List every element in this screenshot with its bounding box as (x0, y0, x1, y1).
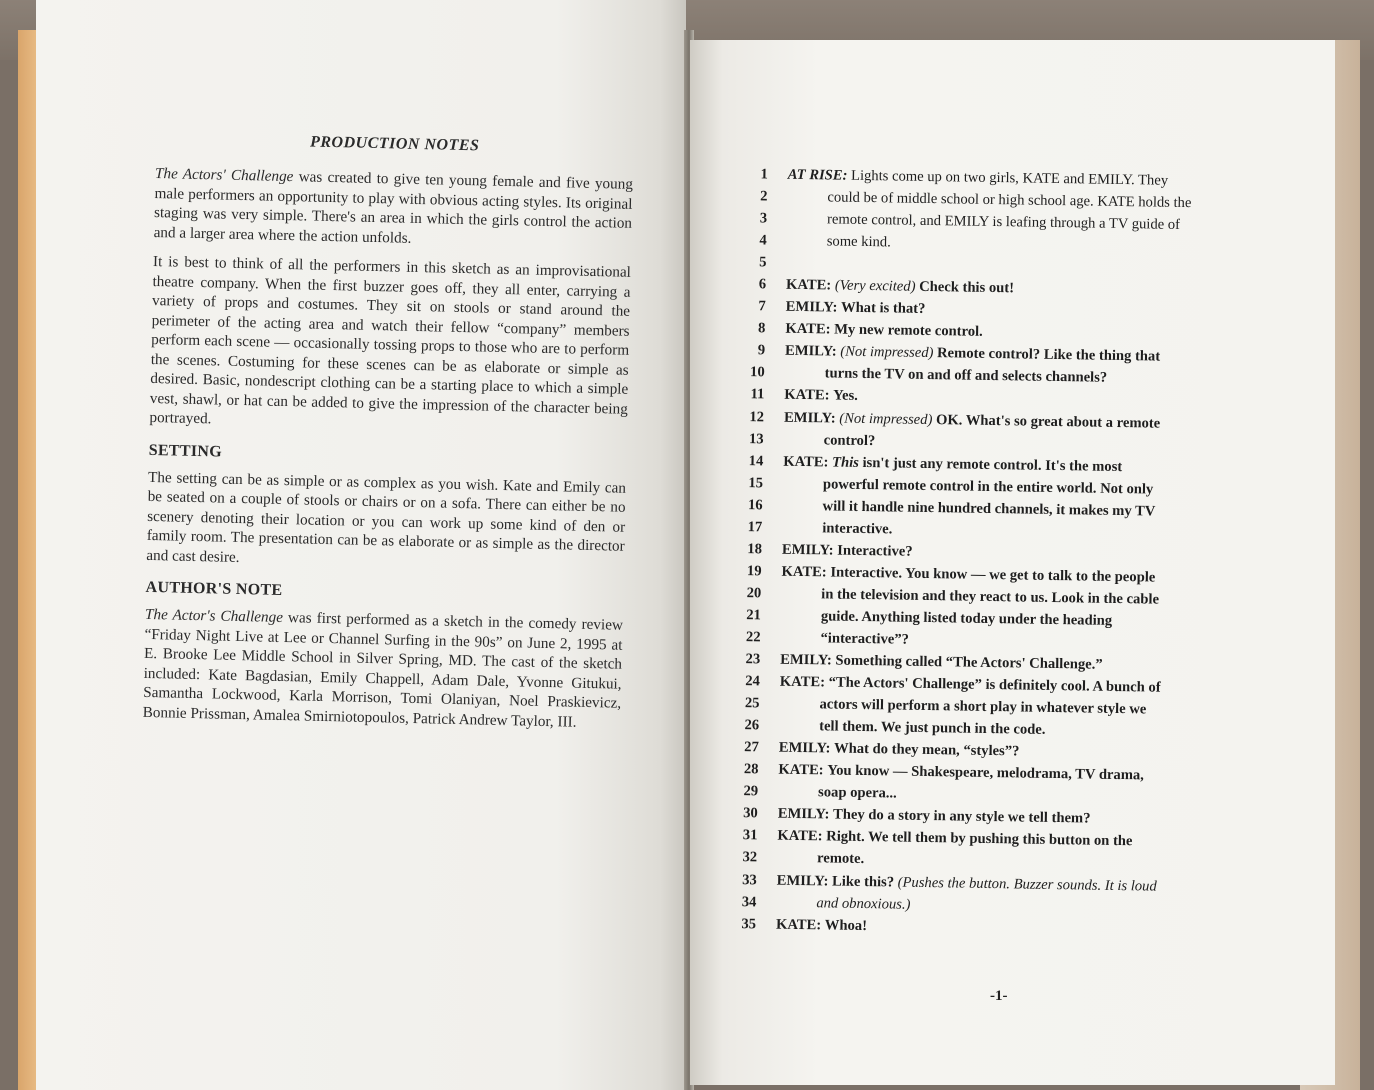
author-note-text: was first performed as a sketch in the comedy review “Friday Night Live at Lee or Channel Surfing in the 90s” on June 2, 1995 at E. Brooke Lee Middle School in Silver Spring, MD. The cast of the sketch included: Kate Bagdasian, Emily Chappell, Adam Dale, Yvonne Gitukui, Samantha Lockwood, Karla Morrison, Tomi Olaniyan, Noel Praskievicz, Bonnie Prissman, Amalea Smirniotopoulos, Patrick Andrew Taylor, III. (142, 609, 624, 731)
right-page (690, 40, 1335, 1085)
line-number: 10 (749, 364, 765, 381)
line-number: 20 (746, 585, 762, 602)
stage-direction: (Pushes the button. Buzzer sounds. It is loud (897, 874, 1157, 895)
line-number: 23 (745, 651, 761, 668)
line-number: 27 (744, 739, 759, 756)
dialogue-text: What is that? (840, 299, 926, 318)
setting-paragraph: The setting can be as simple or as complex as you wish. Kate and Emily can be seated on a couple of stools or chairs or on a sofa. There can either be no scenery denoting their location or you can work up some kind of den or family room. The presentation can be as elaborate or as simple as the director and cast desire. (146, 468, 627, 566)
staging-paragraph: It is best to think of all the performers in this sketch as an improvisational theatre company. When the first buzzer goes off, they all enter, carrying a variety of props and costumes. They sit on stools or stand around the perimeter of the acting area and watch their fellow “company” members perform each scene — occasionally tossing props to those who are to perform the scenes. Costuming for these scenes can be as elaborate or simple as desired. Basic, nondescript clothing can be a starting place to which a simple vest, shawl, or hat can be added to give the impression of the character being portrayed. (149, 252, 632, 428)
dialogue-text: interactive. (822, 520, 893, 538)
dialogue-text: remote. (816, 850, 865, 868)
speaker-name: AT RISE: (787, 166, 848, 184)
script-lines (728, 163, 1285, 943)
line-number: 14 (748, 452, 764, 470)
speaker-name: KATE: (775, 916, 822, 933)
line-number: 24 (745, 673, 760, 690)
dialogue-text: Interactive. You know — we get to talk to the people (830, 564, 1156, 586)
dialogue-text: Remote control? Like the thing that (936, 345, 1161, 365)
speaker-name: KATE: (785, 321, 831, 338)
dialogue-text: powerful remote control in the entire world. Not only (822, 476, 1154, 498)
page-title: PRODUCTION NOTES (309, 133, 480, 155)
dialogue-text: isn't just any remote control. It's the most (862, 454, 1123, 475)
dialogue-text: My new remote control. (834, 321, 983, 341)
dialogue-text: remote control, and EMILY is leafing through a TV guide of (826, 211, 1181, 234)
line-number: 25 (744, 695, 760, 712)
dialogue-text: will it handle nine hundred channels, it makes my TV (822, 498, 1156, 520)
line-number: 4 (759, 232, 767, 249)
dialogue-text: Check this out! (919, 279, 1015, 297)
speaker-name: EMILY: (783, 409, 836, 427)
dialogue-text: They do a story in any style we tell them? (832, 806, 1091, 827)
dialogue-text: some kind. (826, 233, 891, 251)
line-number: 9 (757, 342, 766, 359)
dialogue-text: “interactive”? (820, 630, 910, 648)
production-notes (142, 130, 634, 743)
intro-paragraph (153, 164, 633, 253)
stage-direction: This (831, 454, 859, 471)
speaker-name: EMILY: (785, 299, 838, 316)
dialogue-text: control? (823, 431, 876, 449)
line-number: 12 (749, 408, 765, 425)
line-number: 18 (747, 540, 763, 558)
author-note-paragraph (143, 605, 624, 733)
dialogue-text: tell them. We just punch in the code. (819, 718, 1046, 739)
line-number: 2 (760, 188, 768, 205)
line-number: 28 (743, 761, 759, 778)
line-number: 17 (747, 518, 763, 536)
author-note-heading: AUTHOR'S NOTE (145, 578, 283, 599)
left-page (36, 0, 686, 1090)
speaker-name: EMILY: (778, 739, 831, 757)
line-number: 34 (741, 893, 757, 910)
line-number: 13 (748, 430, 764, 447)
dialogue-text: OK. What's so great about a remote (935, 411, 1161, 432)
speaker-name: KATE: (781, 563, 827, 581)
speaker-name: EMILY: (784, 343, 837, 360)
dialogue-text: Something called “The Actors' Challenge.” (835, 652, 1103, 673)
stage-direction: and obnoxious.) (816, 894, 911, 913)
dialogue-text: in the television and they react to us. Look in the cable (821, 586, 1160, 608)
line-number: 30 (743, 805, 758, 822)
speaker-name: KATE: (783, 453, 829, 471)
intro-text: was created to give ten young female and five young male performers an opportunity to play with obvious acting styles. Its original staging was very simple. There's an area in which the girls control the action and a larger area where the action unfolds. (153, 168, 634, 247)
line-number: 26 (744, 717, 760, 734)
dialogue-text: Interactive? (837, 542, 913, 560)
line-number: 1 (760, 166, 768, 183)
line-number: 31 (742, 827, 758, 844)
author-play-title: The Actor's Challenge (144, 605, 284, 627)
line-number: 8 (757, 320, 766, 337)
dialogue-text: Like this? (831, 873, 895, 891)
speaker-name: EMILY: (777, 806, 830, 823)
dialogue-text: soap opera... (817, 784, 897, 802)
speaker-name: EMILY: (781, 541, 834, 559)
speaker-name: EMILY: (776, 872, 829, 889)
dialogue-text: actors will perform a short play in whatever style we (819, 696, 1147, 718)
page-number: -1- (990, 988, 1008, 1004)
play-title: The Actors' Challenge (154, 164, 294, 186)
line-number: 6 (758, 276, 767, 293)
line-number: 21 (746, 607, 762, 624)
speaker-name: KATE: (785, 276, 832, 294)
setting-heading: SETTING (148, 441, 223, 461)
line-number: 3 (759, 210, 768, 227)
speaker-name: KATE: (778, 761, 824, 779)
dialogue-text: Right. We tell them by pushing this button on the (826, 828, 1133, 850)
speaker-name: KATE: (777, 828, 823, 845)
line-number: 19 (746, 563, 762, 580)
stage-direction: (Not impressed) (839, 410, 933, 428)
dialogue-text: Lights come up on two girls, KATE and EMILY. They (850, 167, 1169, 189)
dialogue-text: guide. Anything listed today under the heading (820, 608, 1113, 629)
speaker-name: KATE: (784, 387, 830, 404)
line-number: 22 (745, 629, 761, 646)
line-number: 35 (741, 915, 757, 932)
dialogue-text: What do they mean, “styles”? (833, 740, 1020, 760)
dialogue-text: Yes. (833, 387, 859, 405)
line-number: 15 (748, 474, 764, 492)
line-number: 5 (759, 254, 767, 271)
dialogue-text: “The Actors' Challenge” is definitely cool. A bunch of (828, 674, 1161, 696)
dialogue-text: You know — Shakespeare, melodrama, TV drama, (827, 762, 1144, 784)
line-number: 11 (750, 386, 765, 403)
line-number: 33 (742, 871, 757, 888)
dialogue-text: Whoa! (824, 917, 868, 934)
stage-direction: (Not impressed) (840, 343, 934, 362)
stage-direction: (Very excited) (834, 277, 916, 296)
dialogue-text: turns the TV on and off and selects channels? (824, 365, 1108, 387)
speaker-name: EMILY: (780, 651, 832, 669)
line-number: 29 (743, 783, 759, 800)
line-number: 32 (742, 849, 758, 866)
line-number: 7 (758, 298, 766, 315)
line-number: 16 (747, 496, 763, 514)
speaker-name: KATE: (779, 673, 826, 691)
dialogue-text: could be of middle school or high school age. KATE holds the (827, 189, 1192, 212)
